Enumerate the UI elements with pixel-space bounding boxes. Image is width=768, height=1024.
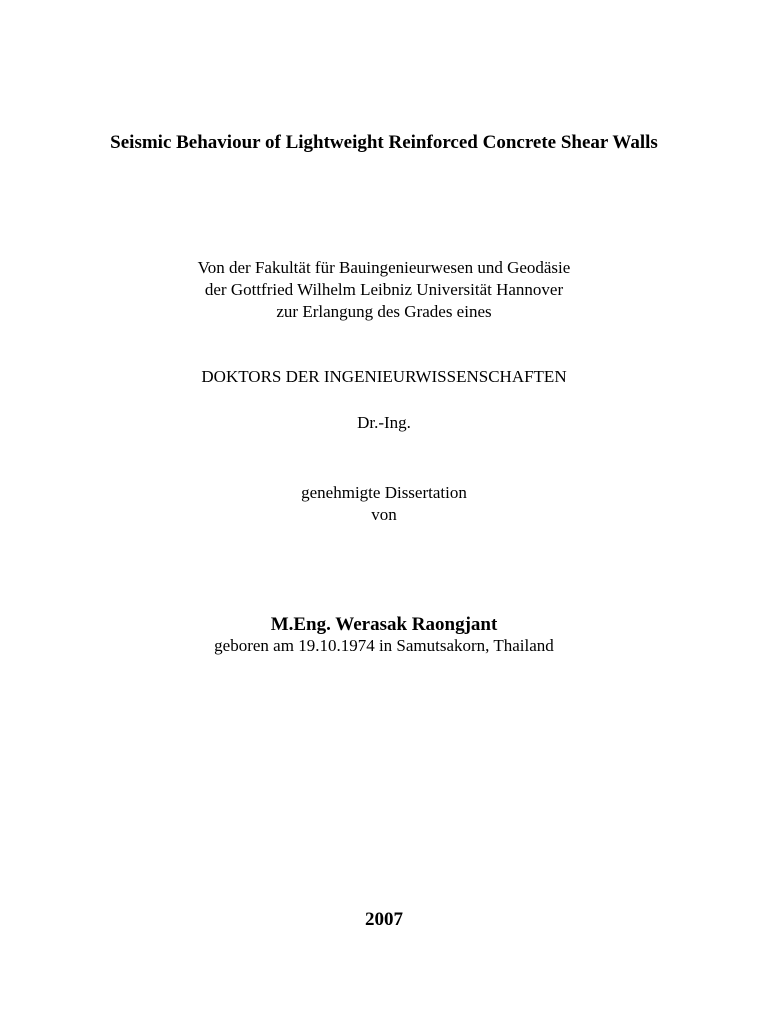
degree-abbreviation: Dr.-Ing. xyxy=(357,413,411,432)
dissertation-line-1: genehmigte Dissertation xyxy=(301,483,467,502)
degree-name: DOKTORS DER INGENIEURWISSENSCHAFTEN xyxy=(201,367,567,386)
faculty-line-2: der Gottfried Wilhelm Leibniz Universität Hannover xyxy=(204,280,564,299)
faculty-line-3: zur Erlangung des Grades eines xyxy=(276,302,492,321)
dissertation-line-2: von xyxy=(371,505,397,524)
author-name: M.Eng. Werasak Raongjant xyxy=(270,614,498,635)
faculty-line-1: Von der Fakultät für Bauingenieurwesen und Geodäsie xyxy=(197,258,571,277)
dissertation-title: Seismic Behaviour of Lightweight Reinforced Concrete Shear Walls xyxy=(110,132,658,153)
publication-year: 2007 xyxy=(365,909,403,930)
faculty-statement xyxy=(0,257,768,323)
dissertation-statement xyxy=(0,482,768,526)
author-birth-info: geboren am 19.10.1974 in Samutsakorn, Thailand xyxy=(214,636,554,655)
